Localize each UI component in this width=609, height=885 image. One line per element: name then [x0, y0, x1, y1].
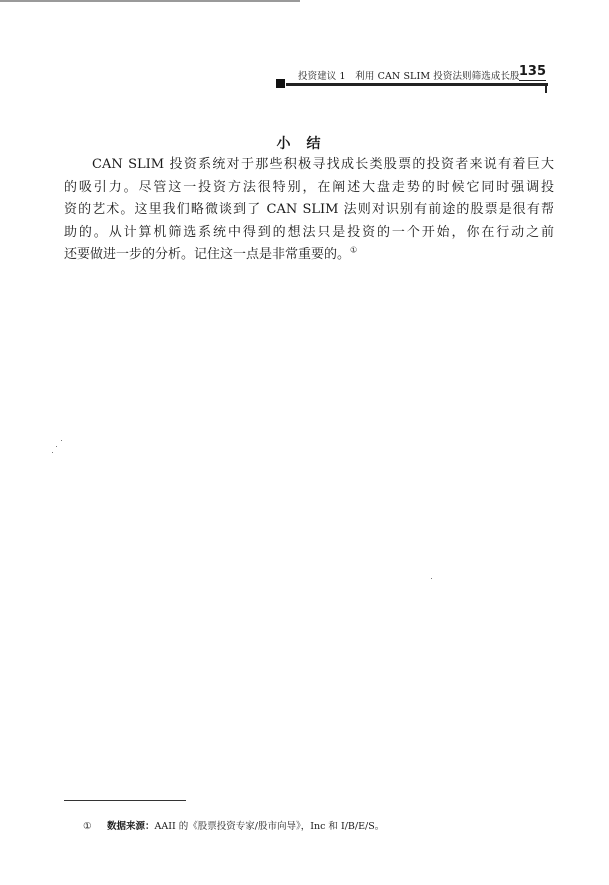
- scan-speck: [61, 440, 62, 441]
- body-line-last: [64, 244, 554, 267]
- footnote: [83, 818, 384, 832]
- footnote-reference: ①: [350, 246, 358, 256]
- footnote-label: 数据来源：: [107, 821, 155, 832]
- body-line: 助的。从计算机筛选系统中得到的想法只是投资的一个开始，你在行动之前: [64, 224, 554, 240]
- page-number: 135: [518, 64, 546, 79]
- running-head: [298, 64, 548, 82]
- footnote-rule: [64, 800, 186, 801]
- body-line-text: 还要做进一步的分析。记住这一点是非常重要的。: [64, 247, 351, 263]
- scan-speck: [431, 578, 432, 579]
- scan-edge-line: [0, 0, 300, 2]
- body-line: 的吸引力。尽管这一投资方法很特别，在阐述大盘走势的时候它同时强调投: [64, 179, 554, 195]
- scan-speck: [52, 452, 53, 453]
- header-rule-tick: [545, 83, 547, 93]
- footnote-mark: ①: [83, 821, 92, 832]
- running-head-title: 投资建议 1 利用 CAN SLIM 投资法则筛选成长股: [298, 71, 520, 82]
- body-paragraph: [64, 154, 554, 267]
- section-title: 小结: [276, 136, 337, 152]
- scan-speck: [56, 446, 57, 447]
- header-square-marker: [276, 79, 285, 88]
- body-line: CAN SLIM 投资系统对于那些积极寻找成长类股票的投资者来说有着巨大: [92, 157, 554, 172]
- header-rule: [286, 83, 548, 86]
- body-line: 资的艺术。这里我们略微谈到了 CAN SLIM 法则对识别有前途的股票是很有帮: [64, 202, 554, 218]
- footnote-text: AAII 的《股票投资专家/股市向导》，Inc 和 I/B/E/S。: [154, 821, 385, 832]
